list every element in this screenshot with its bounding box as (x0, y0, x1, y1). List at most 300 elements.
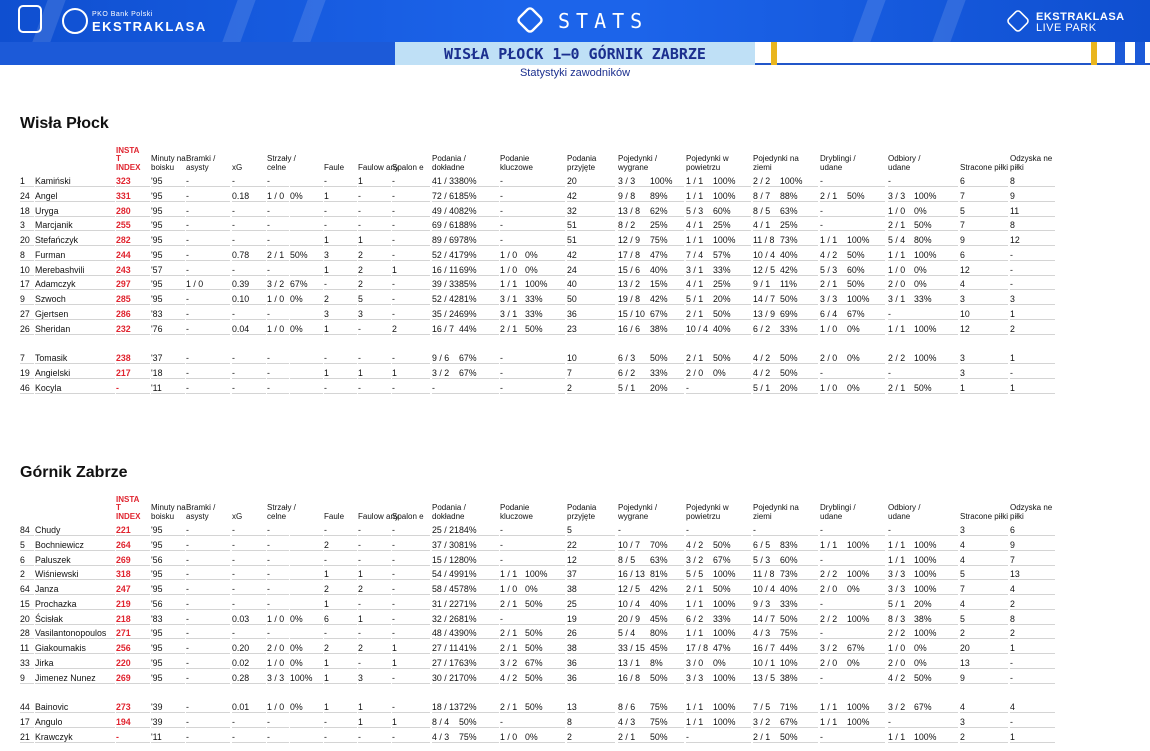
player-name[interactable]: Sheridan (35, 322, 115, 335)
column-header-lost[interactable]: Stracone piłki (960, 162, 1009, 172)
stat-cell: 1 (358, 715, 391, 728)
stat-cell: - (820, 366, 847, 379)
stat-cell: 37 (567, 567, 615, 580)
column-header-duels[interactable]: Pojedynki / wygrane (618, 154, 658, 172)
stat-cell: - (1010, 277, 1055, 290)
insta-index: 219 (116, 597, 150, 610)
stat-cell: 13 / 2 (618, 277, 650, 290)
insta-index: 280 (116, 204, 150, 217)
column-header-xg[interactable]: xG (232, 162, 243, 172)
player-name[interactable]: Stefańczyk (35, 233, 115, 246)
insta-index: 247 (116, 582, 150, 595)
stat-cell: 2 (324, 292, 357, 305)
stat-cell: 58 / 45 (432, 584, 459, 594)
player-row[interactable] (20, 582, 1060, 597)
stat-cell: - (186, 292, 230, 305)
stat-cell: '37 (151, 351, 185, 364)
stat-cell: 4 / 2 (753, 366, 780, 379)
live-park-bottom-label[interactable]: LIVE PARK (1036, 22, 1097, 34)
stat-cell: 48 / 43 (432, 628, 459, 639)
column-header-shots[interactable]: Strzały / celne (267, 503, 296, 521)
column-header-minutes[interactable]: Minuty na boisku (151, 503, 186, 521)
player-row[interactable] (20, 656, 1060, 671)
stat-cell: 1 / 0 (500, 263, 525, 276)
stat-cell: 69% (459, 307, 499, 320)
stat-cell: 1 (1010, 381, 1055, 394)
pko-logo-icon[interactable] (18, 5, 42, 33)
stat-cell: - (358, 189, 391, 202)
column-header-fouls[interactable]: Faule (324, 511, 345, 521)
stat-cell: '11 (151, 381, 185, 394)
stat-cell: - (392, 730, 430, 743)
league-label[interactable]: EKSTRAKLASA (92, 19, 207, 34)
stat-cell: 100% (650, 174, 684, 187)
player-name[interactable]: Jirka (35, 656, 115, 669)
player-name[interactable]: Bochniewicz (35, 538, 115, 551)
player-name[interactable]: Tomasik (35, 351, 115, 364)
stat-cell: '95 (151, 277, 185, 290)
stat-cell: 2 / 1 (618, 730, 650, 743)
stat-cell: 75% (650, 233, 684, 246)
stat-cell: 40% (780, 248, 818, 261)
stat-cell: 4 (960, 277, 1008, 290)
stat-cell: 88% (780, 189, 818, 202)
stat-cell: 36 (567, 307, 615, 320)
stat-cell: 50% (780, 292, 818, 305)
stat-cell: - (820, 204, 847, 217)
player-row[interactable] (20, 715, 1060, 730)
stat-cell: 1 (324, 656, 357, 669)
stat-cell: 85% (459, 189, 499, 202)
stat-cell: - (232, 307, 266, 320)
player-row[interactable] (20, 233, 1060, 248)
stat-cell (914, 366, 958, 379)
stat-cell: 2 / 0 (888, 656, 914, 669)
player-name[interactable]: Janza (35, 582, 115, 595)
column-header-recovered[interactable]: Odzyska ne piłki (1010, 154, 1053, 172)
stat-cell: 72% (459, 700, 499, 713)
stat-cell: 90% (459, 626, 499, 639)
stat-cell: 100% (847, 612, 885, 625)
stat-cell: - (232, 351, 266, 364)
player-row[interactable] (20, 351, 1060, 366)
stat-cell (525, 233, 565, 246)
stat-cell: 100% (713, 233, 751, 246)
stat-cell: 9 (960, 233, 1008, 246)
player-row[interactable] (20, 277, 1060, 292)
stat-cell: - (186, 248, 230, 261)
stat-cell: 4 (960, 553, 1008, 566)
insta-index: 273 (116, 700, 150, 713)
stat-cell: 12 / 5 (618, 582, 650, 595)
stat-cell: '95 (151, 567, 185, 580)
stat-cell: 50% (525, 597, 565, 610)
stat-cell: 25% (650, 218, 684, 231)
stat-cell: - (392, 292, 430, 305)
stat-cell: '95 (151, 538, 185, 551)
stat-cell: - (358, 351, 391, 364)
stat-cell: 13 / 1 (618, 656, 650, 669)
stat-cell (290, 307, 323, 320)
player-row[interactable] (20, 626, 1060, 641)
player-row[interactable] (20, 381, 1060, 396)
stat-cell: 13 / 8 (618, 204, 650, 217)
player-name[interactable]: Paluszek (35, 553, 115, 566)
stat-cell: 50% (914, 381, 958, 394)
top-header (0, 0, 1150, 42)
player-name[interactable]: Krawczyk (35, 730, 115, 743)
stat-cell: 0% (713, 366, 751, 379)
column-header-ground[interactable]: Pojedynki na ziemi (753, 503, 799, 521)
player-row[interactable] (20, 567, 1060, 582)
stat-cell: - (500, 553, 525, 566)
player-row[interactable] (20, 218, 1060, 233)
stat-cell: 14 / 7 (753, 612, 780, 625)
stat-cell (847, 204, 885, 217)
player-row[interactable] (20, 612, 1060, 627)
stat-cell: 100% (713, 189, 751, 202)
stat-cell (847, 671, 885, 684)
column-header-shots[interactable]: Strzały / celne (267, 154, 296, 172)
stat-cell: 60% (847, 263, 885, 276)
stat-cell: 8 / 4 (432, 715, 459, 728)
player-row[interactable] (20, 538, 1060, 553)
stat-cell: 50% (525, 641, 565, 654)
stat-cell: 4 / 3 (618, 715, 650, 728)
column-header-aerial[interactable]: Pojedynki w powietrzu (686, 154, 729, 172)
stat-cell (713, 381, 751, 394)
stat-cell: 50% (525, 671, 565, 684)
player-row[interactable] (20, 307, 1060, 322)
stat-cell: 27 / 17 (432, 657, 459, 668)
stat-cell: 2 / 1 (686, 582, 713, 595)
stat-cell: 0% (525, 248, 565, 261)
player-name[interactable]: Vasilantonopoulos (35, 626, 115, 639)
column-header-passes[interactable]: Podania / dokładne (432, 503, 466, 521)
player-name[interactable]: Jimenez Nunez (35, 671, 115, 684)
stat-cell: - (392, 174, 430, 187)
stat-cell: 9 / 6 (432, 351, 459, 364)
stat-cell: 100% (847, 292, 885, 305)
stat-cell: 0.78 (232, 248, 266, 261)
stat-cell: 12 (960, 263, 1008, 276)
player-row[interactable] (20, 322, 1060, 337)
stat-cell: 20% (914, 597, 958, 610)
player-name[interactable]: Chudy (35, 523, 115, 536)
stat-cell: 8 / 7 (753, 189, 780, 202)
stat-cell: 3 (358, 307, 391, 320)
player-row[interactable] (20, 248, 1060, 263)
stat-cell: 7 / 5 (753, 700, 780, 713)
stat-cell (914, 307, 958, 320)
stat-cell: 50% (650, 351, 684, 364)
stat-cell: - (232, 263, 266, 276)
stat-cell: 100% (914, 582, 958, 595)
stat-cell: 1 / 1 (686, 174, 713, 187)
stat-cell: - (232, 523, 266, 536)
stat-cell: 0% (290, 322, 323, 335)
stat-cell (847, 174, 885, 187)
column-header-key_passes[interactable]: Podanie kluczowe (500, 503, 533, 521)
stat-cell: 1 / 0 (267, 292, 289, 305)
stat-cell: '95 (151, 523, 185, 536)
stat-cell: 20% (650, 381, 684, 394)
player-number: 64 (20, 582, 34, 595)
column-header-fouled[interactable]: Faulow any (358, 162, 399, 172)
player-row[interactable] (20, 671, 1060, 686)
player-row[interactable] (20, 204, 1060, 219)
player-name[interactable]: Wiśniewski (35, 567, 115, 580)
column-header-ground[interactable]: Pojedynki na ziemi (753, 154, 799, 172)
stat-cell: 5 (960, 567, 1008, 580)
stat-cell: 1 (392, 263, 430, 276)
stat-cell: - (820, 218, 847, 231)
column-header-xg[interactable]: xG (232, 511, 243, 521)
column-header-received[interactable]: Podania przyjęte (567, 503, 597, 521)
stat-cell: 0% (290, 189, 323, 202)
stat-cell: 6 / 5 (753, 538, 780, 551)
stat-cell: 35 / 24 (432, 308, 459, 319)
player-name[interactable]: Giakoumakis (35, 641, 115, 654)
player-name[interactable]: Ścisłak (35, 612, 115, 625)
stat-cell: 10 (960, 307, 1008, 320)
stat-cell: 1 (324, 671, 357, 684)
stat-cell: '95 (151, 218, 185, 231)
player-number: 8 (20, 248, 34, 261)
player-row[interactable] (20, 292, 1060, 307)
stat-cell: - (186, 730, 230, 743)
stat-cell: 1 / 1 (500, 567, 525, 580)
stat-cell: - (1010, 366, 1055, 379)
column-header-dribbles[interactable]: Dryblingi / udane (820, 154, 856, 172)
column-header-tackles[interactable]: Odbiory / udane (888, 154, 921, 172)
player-number: 27 (20, 307, 34, 320)
stat-cell: - (232, 366, 266, 379)
stat-cell: 0% (713, 656, 751, 669)
stat-cell: - (1010, 248, 1055, 261)
stat-cell: 67% (847, 641, 885, 654)
column-header-offside[interactable]: Spalon e (392, 162, 424, 172)
stat-cell: 12 (1010, 233, 1055, 246)
player-name[interactable]: Uryga (35, 204, 115, 217)
stat-cell: 5 / 1 (888, 597, 914, 610)
stat-cell: - (820, 626, 847, 639)
player-number: 11 (20, 641, 34, 654)
column-header-aerial[interactable]: Pojedynki w powietrzu (686, 503, 729, 521)
stat-cell: 4 / 2 (753, 351, 780, 364)
player-number: 28 (20, 626, 34, 639)
page-subtitle: Statystyki zawodników (519, 67, 631, 79)
player-number: 33 (20, 656, 34, 669)
player-number: 17 (20, 715, 34, 728)
ekstraklasa-logo-icon[interactable] (62, 8, 88, 34)
stat-cell: 100% (914, 189, 958, 202)
insta-index: 297 (116, 277, 150, 290)
stat-cell: 78% (459, 233, 499, 246)
stat-cell: 5 (960, 612, 1008, 625)
column-header-goals[interactable]: Bramki / asysty (186, 503, 216, 521)
column-header-key_passes[interactable]: Podanie kluczowe (500, 154, 533, 172)
stat-cell: 100% (713, 715, 751, 728)
stat-cell: '56 (151, 553, 185, 566)
player-name[interactable]: Prochazka (35, 597, 115, 610)
stat-cell: 50 (567, 292, 615, 305)
live-park-top-label[interactable]: EKSTRAKLASA (1036, 11, 1125, 23)
stat-cell: 2 (324, 641, 357, 654)
insta-index: 285 (116, 292, 150, 305)
column-header-insta[interactable]: INSTA T INDEX (116, 145, 141, 172)
stat-cell: 80% (459, 174, 499, 187)
stat-cell: 6 (960, 248, 1008, 261)
player-name[interactable]: Angulo (35, 715, 115, 728)
player-row[interactable] (20, 366, 1060, 381)
stat-cell: '11 (151, 730, 185, 743)
stat-cell: 7 (960, 582, 1008, 595)
stat-cell (650, 523, 684, 536)
stat-cell: 60% (780, 553, 818, 566)
stat-cell: 33 / 15 (618, 641, 650, 654)
stat-cell: 0% (290, 612, 323, 625)
player-number: 44 (20, 700, 34, 713)
stat-cell: - (186, 641, 230, 654)
player-name[interactable]: Angielski (35, 366, 115, 379)
stat-cell: 25 (567, 597, 615, 610)
stat-cell: 50% (914, 218, 958, 231)
stat-cell: 30 / 21 (432, 672, 459, 683)
player-row[interactable] (20, 523, 1060, 538)
column-header-duels[interactable]: Pojedynki / wygrane (618, 503, 658, 521)
player-name[interactable]: Merebashvili (35, 263, 115, 276)
player-number: 20 (20, 612, 34, 625)
stat-cell: - (267, 351, 289, 364)
stat-cell: 1 / 1 (888, 322, 914, 335)
stat-cell (290, 597, 323, 610)
column-header-dribbles[interactable]: Dryblingi / udane (820, 503, 856, 521)
column-header-lost[interactable]: Stracone piłki (960, 511, 1009, 521)
stat-cell: 100% (525, 567, 565, 580)
player-name[interactable]: Marcjanik (35, 218, 115, 231)
column-header-insta[interactable]: INSTA T INDEX (116, 494, 141, 521)
stats-label[interactable]: STATS (558, 9, 649, 33)
stat-cell: 85% (459, 277, 499, 290)
player-row[interactable] (20, 597, 1060, 612)
stat-cell: 1 / 1 (686, 189, 713, 202)
stat-cell: 80% (650, 626, 684, 639)
player-name[interactable]: Kamiński (35, 174, 115, 187)
stat-cell: - (358, 381, 391, 394)
column-header-received[interactable]: Podania przyjęte (567, 154, 597, 172)
stat-cell: 1 / 0 (888, 263, 914, 276)
stat-cell: 40% (713, 322, 751, 335)
player-row[interactable] (20, 730, 1060, 745)
stat-cell (780, 523, 818, 536)
stat-cell: 80% (459, 553, 499, 566)
stat-cell: 1 / 0 (267, 656, 289, 669)
stat-cell: 0% (525, 582, 565, 595)
column-header-recovered[interactable]: Odzyska ne piłki (1010, 503, 1053, 521)
stat-cell: 70% (650, 538, 684, 551)
stat-cell: - (392, 351, 430, 364)
player-row[interactable] (20, 263, 1060, 278)
column-header-tackles[interactable]: Odbiory / udane (888, 503, 921, 521)
insta-index: 264 (116, 538, 150, 551)
stat-cell: 100% (914, 538, 958, 551)
player-name[interactable]: Kocyla (35, 381, 115, 394)
stat-cell: 10 (567, 351, 615, 364)
player-name[interactable]: Furman (35, 248, 115, 261)
stat-cell: 2 / 1 (686, 307, 713, 320)
stat-cell: 8 (567, 715, 615, 728)
player-name[interactable]: Angel (35, 189, 115, 202)
stat-cell: 15% (650, 277, 684, 290)
player-row[interactable] (20, 189, 1060, 204)
stat-cell: - (358, 204, 391, 217)
stat-cell: 1 (1010, 307, 1055, 320)
stat-cell (290, 715, 323, 728)
stat-cell: - (186, 700, 230, 713)
column-header-fouled[interactable]: Faulow any (358, 511, 399, 521)
stat-cell: - (186, 204, 230, 217)
player-name[interactable]: Bainovic (35, 700, 115, 713)
column-header-offside[interactable]: Spalon e (392, 511, 424, 521)
stat-cell: - (267, 523, 289, 536)
stat-cell: - (392, 307, 430, 320)
stat-cell: - (267, 538, 289, 551)
stat-cell: - (186, 523, 230, 536)
stat-cell: 88% (459, 218, 499, 231)
stat-cell: - (888, 366, 914, 379)
stat-cell: 0% (847, 582, 885, 595)
stat-cell: 37 / 30 (432, 539, 459, 550)
stat-cell: 2 / 2 (820, 612, 847, 625)
stat-cell: - (186, 263, 230, 276)
insta-index: 217 (116, 366, 150, 379)
stat-cell: 4 / 2 (686, 538, 713, 551)
stat-cell: 71% (459, 597, 499, 610)
stat-cell: 54 / 49 (432, 569, 459, 580)
player-row[interactable] (20, 641, 1060, 656)
stats-logo-icon (515, 5, 544, 34)
player-name[interactable]: Gjertsen (35, 307, 115, 320)
stat-cell: - (324, 553, 357, 566)
player-row[interactable] (20, 174, 1060, 189)
player-number: 17 (20, 277, 34, 290)
player-row[interactable] (20, 700, 1060, 715)
column-header-goals[interactable]: Bramki / asysty (186, 154, 216, 172)
stat-cell: 100% (780, 174, 818, 187)
insta-index: 269 (116, 671, 150, 684)
stat-cell: 38 (567, 582, 615, 595)
stat-cell: 50% (713, 582, 751, 595)
player-name[interactable]: Adamczyk (35, 277, 115, 290)
stat-cell (847, 626, 885, 639)
stat-cell: 2 (1010, 597, 1055, 610)
insta-index: 331 (116, 189, 150, 202)
player-row[interactable] (20, 553, 1060, 568)
stat-cell: - (232, 730, 266, 743)
player-name[interactable]: Szwoch (35, 292, 115, 305)
column-header-minutes[interactable]: Minuty na boisku (151, 154, 186, 172)
stat-cell: - (324, 218, 357, 231)
stat-cell: 2 / 0 (820, 582, 847, 595)
stat-cell: 63% (650, 553, 684, 566)
player-number: 10 (20, 263, 34, 276)
stat-cell: 4 / 2 (888, 671, 914, 684)
column-header-fouls[interactable]: Faule (324, 162, 345, 172)
column-header-passes[interactable]: Podania / dokładne (432, 154, 466, 172)
stat-cell: 100% (847, 538, 885, 551)
stat-cell: - (392, 671, 430, 684)
